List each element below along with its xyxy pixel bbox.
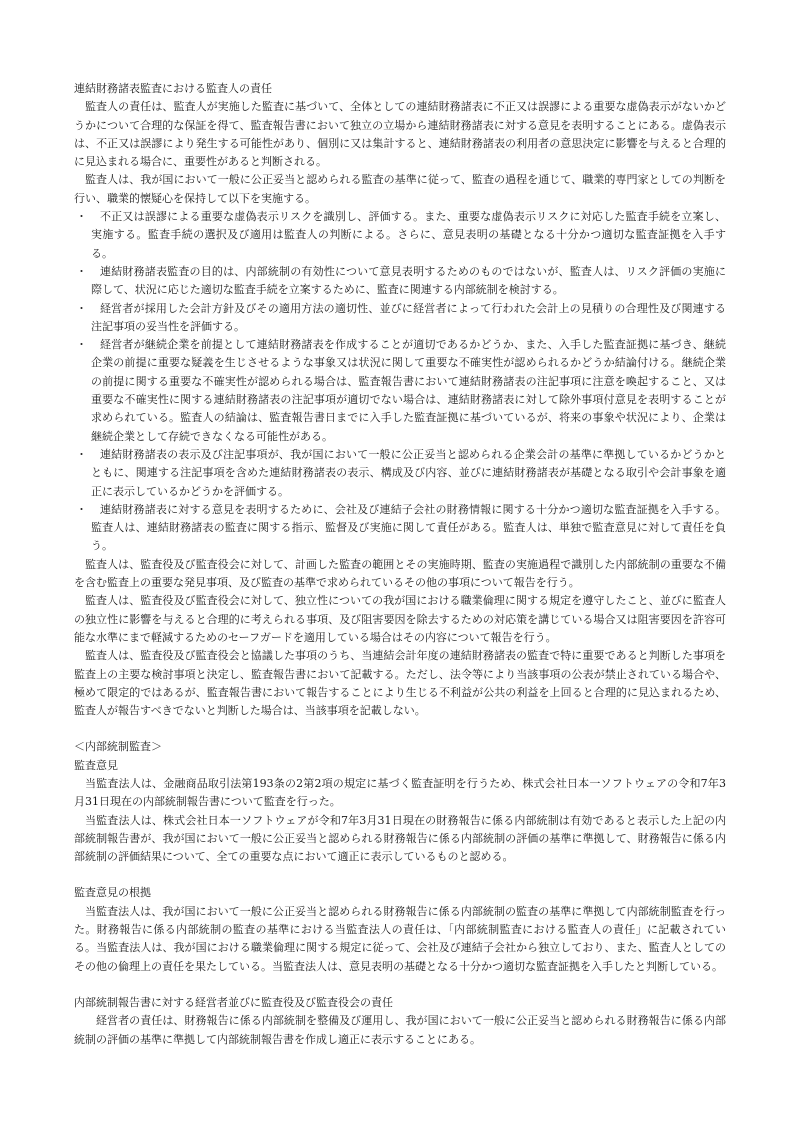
spacer [74,976,726,994]
bullet-text: 不正又は誤謬による重要な虚偽表示リスクを識別し、評価する。また、重要な虚偽表示リスクに対応した監査手続を立案し、実施する。監査手続の選択及び適用は監査人の判断による。さらに、意見表明の基礎となる十分かつ適切な監査証拠を入手する。 [91,210,726,260]
bullet-text: 経営者が継続企業を前提として連結財務諸表を作成することが適切であるかどうか、また、入手した監査証拠に基づき、継続企業の前提に重要な疑義を生じさせるような事象又は状況に関して重要な不確実性が認められるかどうか結論付ける。継続企業の前提に関する重要な不確実性が認められる場合は、監査報告書において連結財務諸表の注記事項に注意を喚起すること、又は重要な不確実性に関する連結財務諸表の注記事項が適切でない場合は、連結財務諸表に対して除外事項付意見を表明することが求められている。監査人の結論は、監査報告書日までに入手した監査証拠に基づいているが、将来の事象や状況により、企業は継続企業として存続できなくなる可能性がある。 [91,338,726,443]
bullet-text: 連結財務諸表の表示及び注記事項が、我が国において一般に公正妥当と認められる企業会計の基準に準拠しているかどうかとともに、関連する注記事項を含めた連結財務諸表の表示、構成及び内容、並びに連結財務諸表が基礎となる取引や会計事象を適正に表示しているかどうかを評価する。 [91,447,726,498]
bullet-item [74,501,726,556]
paragraph: 当監査法人は、我が国において一般に公正妥当と認められる財務報告に係る内部統制の監査の基準に準拠して内部統制監査を行った。財務報告に係る内部統制の監査の基準における当監査法人の責任は、「内部統制監査における監査人の責任」に記載されている。当監査法人は、我が国における職業倫理に関する規定に従って、会社及び連結子会社から独立しており、また、監査人としてのその他の倫理上の責任を果たしている。当監査法人は、意見表明の基礎となる十分かつ適切な監査証拠を入手したと判断している。 [74,904,726,973]
paragraph: 経営者の責任は、財務報告に係る内部統制を整備及び運用し、我が国において一般に公正妥当と認められる財務報告に係る内部統制の評価の基準に準拠して内部統制報告書を作成し適正に表示することにある。 [74,1014,726,1046]
bullet-text: 連結財務諸表に対する意見を表明するために、会社及び連結子会社の財務情報に関する十分かつ適切な監査証拠を入手する。監査人は、連結財務諸表の監査に関する指示、監督及び実施に関して責任がある。監査人は、単独で監査意見に対して責任を負う。 [91,502,726,553]
paragraph: 監査人は、監査役及び監査役会に対して、独立性についての我が国における職業倫理に関する規定を遵守したこと、並びに監査人の独立性に影響を与えると合理的に考えられる事項、及び阻害要因を除去するための対応策を講じている場合又は阻害要因を許容可能な水準にまで軽減するためのセーフガードを適用している場合はその内容について報告を行う。 [74,594,726,644]
bullet-mark: ・ [76,447,87,461]
bullet-text: 連結財務諸表監査の目的は、内部統制の有効性について意見表明するためのものではないが、監査人は、リスク評価の実施に際して、状況に応じた適切な監査手続を立案するために、監査に関連する内部統制を検討する。 [91,264,726,297]
section-heading-management-responsibility: 内部統制報告書に対する経営者並びに監査役及び監査役会の責任 [74,995,393,1009]
section-heading-audit-responsibility: 連結財務諸表監査における監査人の責任 [74,82,272,95]
section-heading-basis: 監査意見の根拠 [74,886,151,900]
bullet-item [74,263,726,300]
bullet-item [74,446,726,501]
section-heading-opinion: 監査意見 [74,758,118,772]
paragraph: 監査人は、我が国において一般に公正妥当と認められる監査の基準に従って、監査の過程を通じて、職業的専門家としての判断を行い、職業的懐疑心を保持して以下を実施する。 [74,173,726,205]
paragraph: 当監査法人は、株式会社日本一ソフトウェアが令和7年3月31日現在の財務報告に係る内部統制は有効であると表示した上記の内部統制報告書が、我が国において一般に公正妥当と認められる財務報告に係る内部統制の評価の基準に準拠して、財務報告に係る内部統制の評価結果について、全ての重要な点において適正に表示しているものと認める。 [74,813,726,864]
document-page [74,80,726,1049]
bullet-mark: ・ [76,301,87,315]
bullet-item [74,300,726,337]
bullet-mark: ・ [76,210,87,224]
paragraph: 監査人の責任は、監査人が実施した監査に基づいて、全体としての連結財務諸表に不正又は誤謬による重要な虚偽表示がないかどうかについて合理的な保証を得て、監査報告書において独立の立場から連結財務諸表に対する意見を表明することにある。虚偽表示は、不正又は誤謬により発生する可能性があり、個別に又は集計すると、連結財務諸表の利用者の意思決定に影響を与えると合理的に見込まれる場合に、重要性があると判断される。 [74,100,726,169]
bullet-mark: ・ [76,264,87,278]
spacer [74,866,726,884]
bullet-item [74,336,726,446]
paragraph: 監査人は、監査役及び監査役会と協議した事項のうち、当連結会計年度の連結財務諸表の監査で特に重要であると判断した事項を監査上の主要な検討事項と決定し、監査報告書において記載する。ただし、法令等により当該事項の公表が禁止されている場合や、極めて限定的ではあるが、監査報告書において報告することにより生じる不利益が公共の利益を上回ると合理的に見込まれるため、監査人が報告すべきでないと判断した場合は、当該事項を記載しない。 [74,649,726,718]
section-title-internal-control: ＜内部統制監査＞ [74,740,162,754]
bullet-item [74,208,726,263]
paragraph: 当監査法人は、金融商品取引法第193条の2第2項の規定に基づく監査証明を行うため、株式会社日本一ソフトウェアの令和7年3月31日現在の内部統制報告書について監査を行った。 [74,776,726,809]
bullet-mark: ・ [76,502,87,516]
paragraph: 監査人は、監査役及び監査役会に対して、計画した監査の範囲とその実施時期、監査の実施過程で識別した内部統制の重要な不備を含む監査上の重要な発見事項、及び監査の基準で求められているその他の事項について報告を行う。 [74,557,726,590]
bullet-mark: ・ [76,338,87,352]
bullet-text: 経営者が採用した会計方針及びその適用方法の適切性、並びに経営者によって行われた会計上の見積りの合理性及び関連する注記事項の妥当性を評価する。 [91,301,726,333]
spacer [74,720,726,738]
